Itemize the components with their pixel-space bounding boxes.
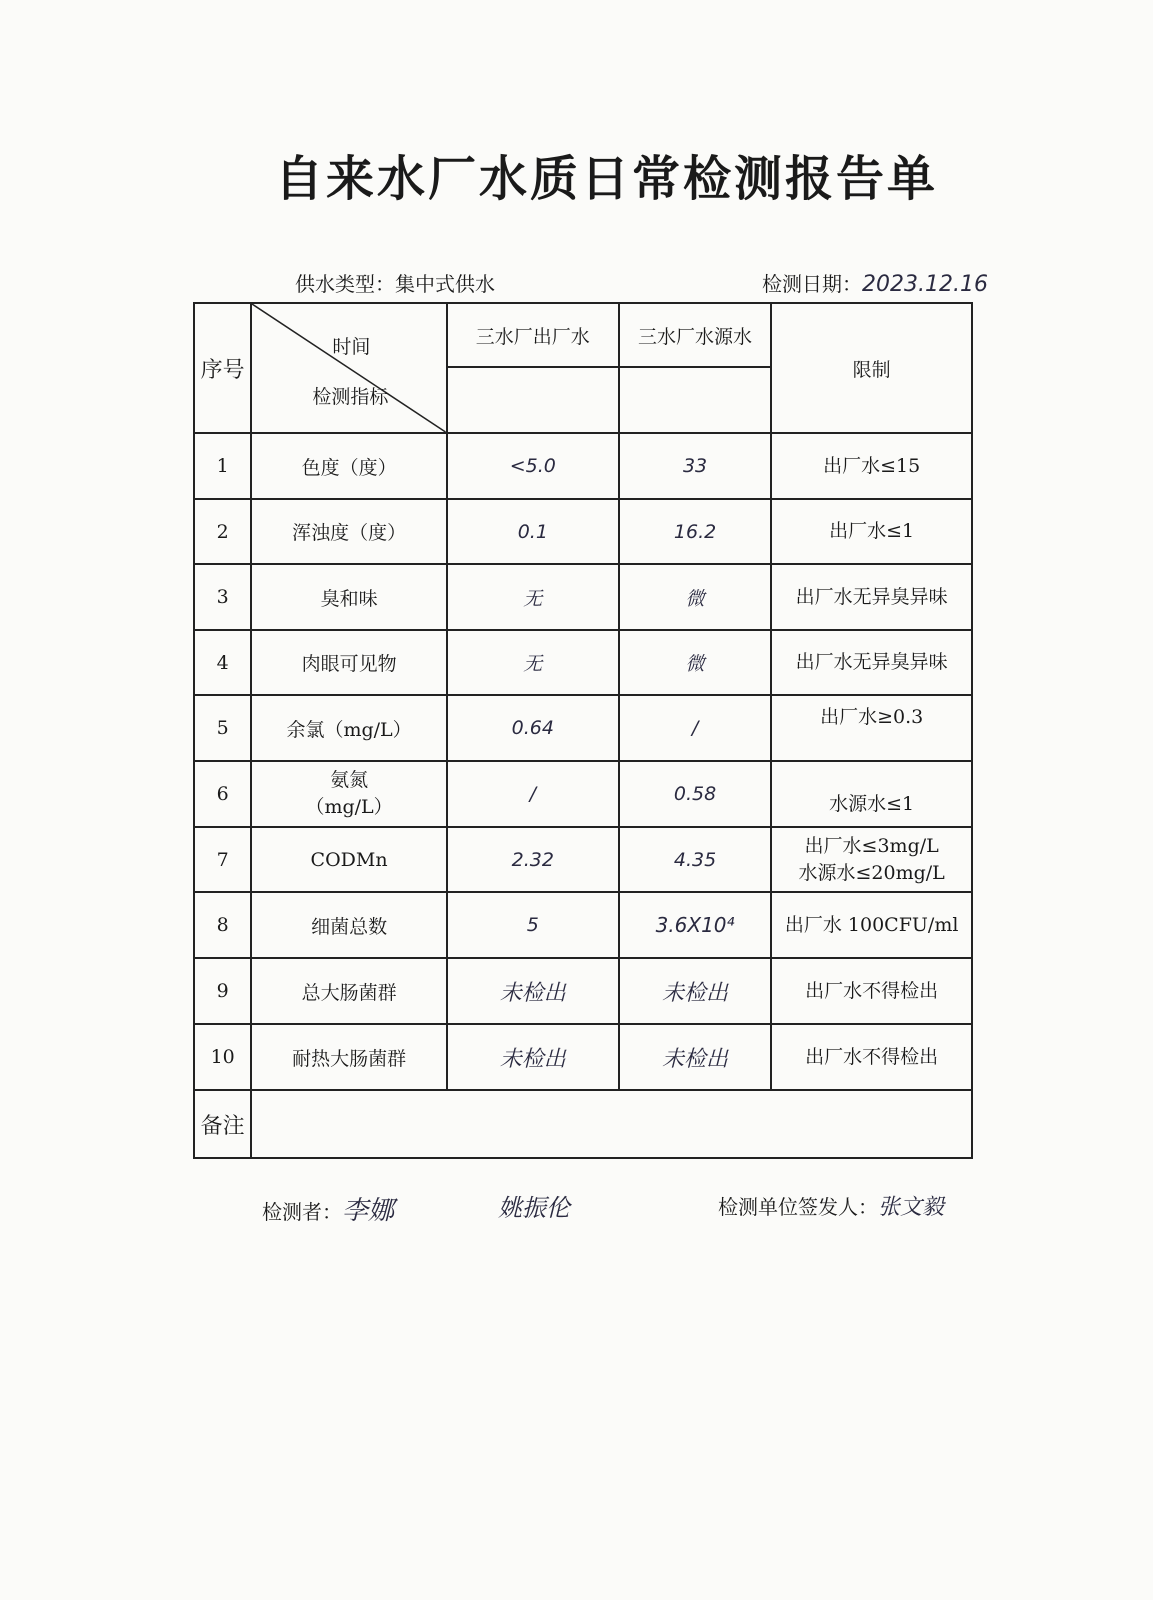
test-date-value: 2023.12.16 — [862, 272, 988, 297]
row-value-outlet: 5 — [447, 892, 619, 958]
table-row — [194, 827, 972, 892]
issuer — [718, 1190, 944, 1221]
row-value-outlet: 未检出 — [447, 958, 619, 1024]
row-limit-line2: 水源水≤20mg/L — [798, 861, 945, 884]
test-date-label: 检测日期： — [762, 272, 862, 296]
row-item: 肉眼可见物 — [251, 630, 447, 695]
row-item: 余氯（mg/L） — [251, 695, 447, 761]
row-value-source: 16.2 — [619, 499, 772, 564]
tester-signature-2: 姚振伦 — [498, 1194, 570, 1222]
row-value-source: 0.58 — [619, 761, 772, 827]
table-row — [194, 433, 972, 499]
supply-type: 供水类型：集中式供水 — [295, 272, 495, 296]
remarks-row — [194, 1090, 972, 1158]
header-diagonal-cell — [251, 303, 447, 433]
row-number: 5 — [194, 695, 251, 761]
row-value-outlet: 2.32 — [447, 827, 619, 892]
row-value-outlet: 0.1 — [447, 499, 619, 564]
row-item-name: 氨氮 — [330, 769, 369, 791]
row-value-source: 4.35 — [619, 827, 772, 892]
remarks-label: 备注 — [194, 1090, 251, 1158]
header-limit: 限制 — [771, 303, 972, 433]
row-number: 8 — [194, 892, 251, 958]
table-row — [194, 564, 972, 630]
row-value-outlet: 未检出 — [447, 1024, 619, 1090]
header-seq: 序号 — [194, 303, 251, 433]
row-item: 耐热大肠菌群 — [251, 1024, 447, 1090]
row-value-source: 33 — [619, 433, 772, 499]
header-col2-blank — [619, 367, 772, 433]
row-item: 浑浊度（度） — [251, 499, 447, 564]
report-table — [193, 302, 973, 1159]
row-value-source: 微 — [619, 630, 772, 695]
row-number: 6 — [194, 761, 251, 827]
row-value-outlet: / — [447, 761, 619, 827]
row-number: 10 — [194, 1024, 251, 1090]
row-number: 4 — [194, 630, 251, 695]
row-value-source: 微 — [619, 564, 772, 630]
header-col2: 三水厂水源水 — [619, 303, 772, 367]
row-value-source: 未检出 — [619, 1024, 772, 1090]
row-limit — [771, 827, 972, 892]
tester-signature: 李娜 — [342, 1196, 395, 1226]
row-item: 总大肠菌群 — [251, 958, 447, 1024]
row-number: 7 — [194, 827, 251, 892]
table-row — [194, 695, 972, 761]
table-row — [194, 892, 972, 958]
row-value-outlet: 0.64 — [447, 695, 619, 761]
table-row — [194, 761, 972, 827]
header-col1: 三水厂出厂水 — [447, 303, 619, 367]
row-item-unit: （mg/L） — [305, 796, 393, 818]
table-row — [194, 958, 972, 1024]
issuer-signature: 张文毅 — [878, 1195, 945, 1220]
remarks-value — [251, 1090, 972, 1158]
table-row — [194, 499, 972, 564]
row-limit: 出厂水≤15 — [771, 433, 972, 499]
row-item — [251, 761, 447, 827]
report-title: 自来水厂水质日常检测报告单 — [274, 151, 938, 207]
row-value-outlet: <5.0 — [447, 433, 619, 499]
row-value-source: 未检出 — [619, 958, 772, 1024]
header-indicator: 检测指标 — [312, 386, 389, 408]
header-time: 时间 — [332, 336, 371, 358]
header-col1-blank — [447, 367, 619, 433]
tester — [262, 1190, 394, 1227]
row-limit: 出厂水≥0.3 — [771, 695, 972, 761]
row-number: 9 — [194, 958, 251, 1024]
table-row — [194, 630, 972, 695]
row-number: 3 — [194, 564, 251, 630]
row-limit: 出厂水无异臭异味 — [771, 564, 972, 630]
diagonal-line — [252, 304, 446, 432]
row-value-outlet: 无 — [447, 630, 619, 695]
row-item: 细菌总数 — [251, 892, 447, 958]
row-item: CODMn — [251, 827, 447, 892]
row-number: 2 — [194, 499, 251, 564]
row-limit: 出厂水不得检出 — [771, 958, 972, 1024]
row-limit: 出厂水 100CFU/ml — [771, 892, 972, 958]
tester-label: 检测者： — [262, 1200, 342, 1224]
row-item: 臭和味 — [251, 564, 447, 630]
row-item: 色度（度） — [251, 433, 447, 499]
row-number: 1 — [194, 433, 251, 499]
table-row — [194, 1024, 972, 1090]
row-value-outlet: 无 — [447, 564, 619, 630]
row-value-source: / — [619, 695, 772, 761]
row-limit: 出厂水≤1 — [771, 499, 972, 564]
row-limit-line1: 出厂水≤3mg/L — [804, 834, 939, 857]
row-limit: 出厂水无异臭异味 — [771, 630, 972, 695]
row-limit: 水源水≤1 — [771, 761, 972, 827]
test-date — [762, 268, 988, 297]
issuer-label: 检测单位签发人： — [718, 1195, 878, 1219]
row-value-source: 3.6X10⁴ — [619, 892, 772, 958]
row-limit: 出厂水不得检出 — [771, 1024, 972, 1090]
